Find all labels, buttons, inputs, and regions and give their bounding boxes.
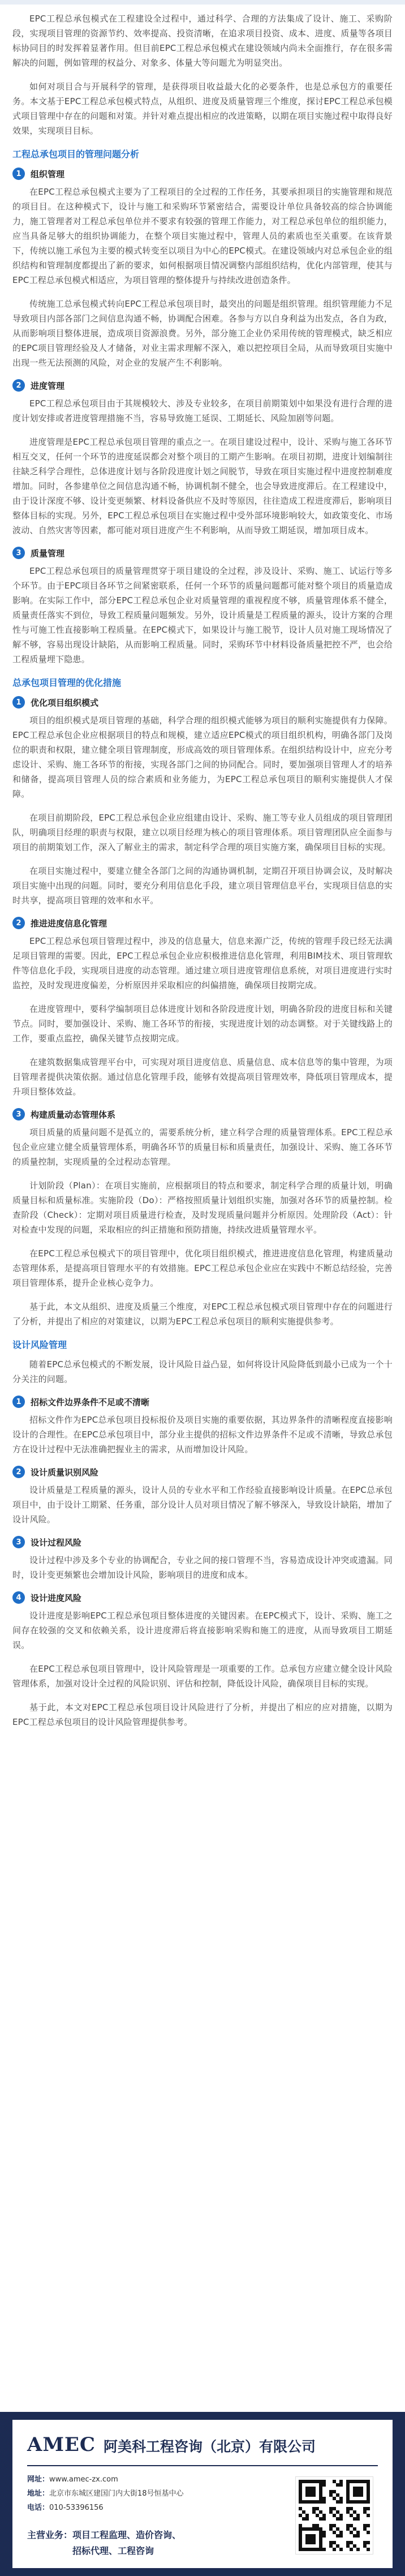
footer-divider bbox=[27, 2465, 378, 2466]
section-heading: 总承包项目管理的优化措施 bbox=[12, 677, 122, 688]
paragraph: 项目质量的质量问题不是孤立的，需要系统分析，建立科学合理的质量管理体系。EPC工程总承包企业应建立健全质量管理体系，明确各环节的质量目标和质量责任，加强设计、采购、施工各环节的质量控制，实现质量的全过程动态管理。 bbox=[12, 1127, 393, 1167]
subsection-title: 设计进度风险 bbox=[31, 1592, 82, 1603]
subsection-title: 质量管理 bbox=[31, 548, 65, 559]
subsection-heading bbox=[12, 547, 393, 559]
paragraph: 计划阶段（Plan）：在项目实施前，应根据项目的特点和要求，制定科学合理的质量计划，明确质量目标和质量标准。实施阶段（Do）：严格按照质量计划组织实施，加强对各环节的质量控制。检查阶段（Check）：定期对项目质量进行检查，及时发现质量问题并分析原因。处理阶段（Act）：针对检查中发现的问题，采取相应的纠正措施和预防措施，持续改进质量管理水平。 bbox=[12, 1180, 393, 1235]
number-badge: 3 bbox=[12, 1108, 25, 1120]
subsection-title: 优化项目组织模式 bbox=[31, 697, 99, 708]
paragraph: 在EPC工程总承包项目管理中，设计风险管理是一项重要的工作。总承包方应建立健全设计风险管理体系，加强对设计全过程的风险识别、评估和控制，降低设计风险，确保项目目标的实现。 bbox=[12, 1664, 393, 1689]
number-badge: 1 bbox=[12, 1396, 25, 1408]
article-body bbox=[12, 11, 393, 1738]
paragraph: EPC工程总承包模式在工程建设全过程中，通过科学、合理的方法集成了设计、施工、采购阶段，实现项目管理的资源节约、效率提高、投资清晰，在追求项目投资、成本、进度、质量等各项目标协同目的时发挥着显著作用。但目前EPC工程总承包模式在建设领域内尚未全面推行，存在很多需解决的问题，例如管理的权益分、对象多、体量大等问题尤为明显突出。 bbox=[12, 14, 393, 68]
paragraph: EPC工程总承包项目管理过程中，涉及的信息量大，信息来源广泛，传统的管理手段已经无法满足项目管理的需要。因此，EPC工程总承包企业应积极推进信息化管理，利用BIM技术、项目管理软件等信息化手段，实现项目进度的动态管理。通过建立项目进度管理信息系统，对项目进度进行实时监控，及时发现进度偏差，分析原因并采取相应的纠偏措施，确保项目按期完成。 bbox=[12, 936, 393, 990]
paragraph: 基于此，本文从组织、进度及质量三个维度，对EPC工程总承包模式项目管理中存在的问题进行了分析，并提出了相应的对策建议，以期为EPC工程总承包项目的顺利实施提供参考。 bbox=[12, 1302, 393, 1326]
paragraph: 基于此，本文对EPC工程总承包项目设计风险进行了分析，并提出了相应的应对措施，以期为EPC工程总承包项目的设计风险管理提供参考。 bbox=[12, 1702, 393, 1727]
contact-info bbox=[27, 2473, 276, 2515]
subsection-title: 组织管理 bbox=[31, 169, 65, 179]
paragraph: 设计质量是工程质量的源头，设计人员的专业水平和工作经验直接影响设计质量。在EPC总承包项目中，由于设计工期紧、任务重，部分设计人员对项目情况了解不够深入，导致设计缺陷，增加了设计风险。 bbox=[12, 1485, 393, 1525]
company-footer bbox=[0, 2412, 405, 2576]
subsection-heading bbox=[12, 1466, 393, 1478]
paragraph: 在项目前期阶段，EPC工程总承包企业应组建由设计、采购、施工等专业人员组成的项目管理团队，明确项目经理的职责与权限，建立以项目经理为核心的项目管理体系。项目管理团队应全面参与项目的前期策划工作，深入了解业主的需求，制定科学合理的项目实施方案，确保项目目标的实现。 bbox=[12, 813, 393, 852]
subsection-title: 构建质量动态管理体系 bbox=[31, 1109, 116, 1120]
subsection-title: 进度管理 bbox=[31, 380, 65, 391]
section-heading: 工程总承包项目的管理问题分析 bbox=[12, 149, 140, 160]
website-line[interactable]: 网址：www.amec-zx.com bbox=[27, 2475, 118, 2484]
paragraph: 在EPC工程总承包模式下的项目管理中，优化项目组织模式，推进进度信息化管理，构建质量动态管理体系，是提高项目管理水平的有效措施。EPC工程总承包企业应在实践中不断总结经验，完善项目管理体系，提升企业核心竞争力。 bbox=[12, 1248, 393, 1288]
paragraph: EPC工程总承包项目由于其规模较大、涉及专业较多，在项目前期策划中如果没有进行合理的进度计划安排或者进度管理措施不当，容易导致施工延误、工期延长、风险加剧等问题。 bbox=[12, 398, 393, 423]
number-badge: 1 bbox=[12, 168, 25, 180]
number-badge: 3 bbox=[12, 547, 25, 559]
subsection-title: 招标文件边界条件不足或不清晰 bbox=[31, 1397, 150, 1407]
address-line: 地址：北京市东城区建国门内大街18号恒基中心 bbox=[27, 2489, 184, 2498]
subsection-heading bbox=[12, 696, 393, 709]
subsection-heading bbox=[12, 1591, 393, 1604]
paragraph: 设计过程中涉及多个专业的协调配合，专业之间的接口管理不当，容易造成设计冲突或遗漏。同时，设计变更频繁也会增加设计风险，影响项目的进度和成本。 bbox=[12, 1555, 393, 1580]
paragraph: 项目的组织模式是项目管理的基础，科学合理的组织模式能够为项目的顺利实施提供有力保障。EPC工程总承包企业应根据项目的特点和规模，建立适应EPC模式的项目组织机构，明确各部门及岗位的职责和权限，建立健全项目管理制度，形成高效的项目管理体系。在组织结构设计中，应充分考虑设计、采购、施工各环节的衔接，实现各部门之间的协同配合。同时，要加强项目管理人才的培养和储备，提高项目管理人员的综合素质和业务能力，为EPC工程总承包项目的顺利实施提供人才保障。 bbox=[12, 715, 393, 799]
main-business: 主营业务：项目工程监理、造价咨询、 招标代理、工程咨询 bbox=[27, 2530, 182, 2556]
top-bar bbox=[0, 0, 405, 5]
paragraph: 在项目实施过程中，要建立健全各部门之间的沟通协调机制，定期召开项目协调会议，及时解决项目实施中出现的问题。同时，要充分利用信息化手段，建立项目管理信息平台，实现项目信息的实时共享，提高项目管理的效率和水平。 bbox=[12, 866, 393, 905]
paragraph: 传统施工总承包模式转向EPC工程总承包项目时，最突出的问题是组织管理。组织管理能力不足导致项目内部各部门之间信息沟通不畅，协调配合困难。各参与方以自身利益为出发点，各自为政，从而影响项目整体进展，造成项目资源浪费。另外，部分施工企业仍采用传统的管理模式，缺乏相应的EPC项目管理经验及人才储备，对业主需求理解不深入，难以把控项目全局，从而导致项目实施中出现一些无法预测的风险，对企业的发展产生不利影响。 bbox=[12, 299, 393, 368]
paragraph: 随着EPC总承包模式的不断发展，设计风险日益凸显，如何将设计风险降低到最小已成为一个十分关注的问题。 bbox=[12, 1359, 393, 1384]
number-badge: 2 bbox=[12, 379, 25, 392]
subsection-heading bbox=[12, 379, 393, 392]
number-badge: 4 bbox=[12, 1591, 25, 1604]
qr-code-icon bbox=[295, 2476, 373, 2554]
subsection-title: 推进进度信息化管理 bbox=[31, 918, 107, 929]
subsection-title: 设计过程风险 bbox=[31, 1537, 82, 1548]
paragraph: 进度管理是EPC工程总承包项目管理的重点之一。在项目建设过程中，设计、采购与施工各环节相互交叉，任何一个环节的进度延误都会对整个项目的工期产生影响。在项目初期，进度计划编制往往缺乏科学合理性，总体进度计划与各阶段进度计划之间脱节，导致在项目实施过程中进度控制难度增加。同时，各参建单位之间信息沟通不畅，协调机制不健全，也会导致进度滞后。在工程建设中，由于设计深度不够、设计变更频繁、材料设备供应不及时等原因，往往造成工程进度滞后，影响项目整体目标的实现。另外，EPC工程总承包项目在实施过程中受外部环境影响较大，如政策变化、市场波动、自然灾害等因素，都可能对项目进度产生不利影响，从而导致工期延误，增加项目成本。 bbox=[12, 437, 393, 535]
section-heading: 设计风险管理 bbox=[12, 1339, 67, 1350]
paragraph: EPC工程总承包项目的质量管理贯穿于项目建设的全过程，涉及设计、采购、施工、试运行等多个环节。由于EPC项目各环节之间紧密联系，任何一个环节的质量问题都可能对整个项目的质量造成影响。在实际工作中，部分EPC工程总承包企业对质量管理的重视程度不够，质量管理体系不健全，质量责任落实不到位，导致工程质量问题频发。另外，设计质量是工程质量的源头，设计方案的合理性与可施工性直接影响工程质量。在EPC模式下，如果设计与施工脱节，设计人员对施工现场情况了解不够，容易出现设计缺陷，从而影响工程质量。同时，采购环节中材料设备质量把控不严，也会给工程质量埋下隐患。 bbox=[12, 566, 393, 664]
number-badge: 2 bbox=[12, 1466, 25, 1478]
paragraph: 在进度管理中，要科学编制项目总体进度计划和各阶段进度计划，明确各阶段的进度目标和关键节点。同时，要加强设计、采购、施工各环节的衔接，实现进度计划的动态调整。对于关键线路上的工作，要重点监控，确保关键节点按期完成。 bbox=[12, 1004, 393, 1044]
subsection-heading bbox=[12, 168, 393, 180]
footer-brand bbox=[27, 2433, 316, 2456]
paragraph: 在EPC工程总承包模式主要为了工程项目的全过程的工作任务，其要承担项目的实施管理和规范的项目目。在这种模式下，设计与施工和采购环节紧密结合，需要设计单位具备较高的综合协调能力，施工管理者对工程总承包单位并不要求有较强的管理工作能力，对工程总承包单位的组织能力，应当具备足够大的组织协调能力，在整个项目实施过程中，管理人员的素质也至关重要。在该背景下，传统以施工承包为主要的模式转变至以项目为中心的EPC模式。在建设领域内对总承包企业的组织结构和管理制度都提出了新的要求，如何根据项目情况调整内部组织结构，优化内部管理，使其与EPC工程总承包模式相适应，为项目管理的整体提升与持续改进创造条件。 bbox=[12, 187, 393, 285]
paragraph: 设计进度是影响EPC工程总承包项目整体进度的关键因素。在EPC模式下，设计、采购、施工之间存在较强的交叉和依赖关系，设计进度滞后将直接影响采购和施工的进度，从而导致项目工期延误。 bbox=[12, 1611, 393, 1650]
number-badge: 3 bbox=[12, 1536, 25, 1548]
paragraph: 在建筑数据集成管理平台中，可实现对项目进度信息、质量信息、成本信息等的集中管理，为项目管理者提供决策依据。通过信息化管理手段，能够有效提高项目管理效率，降低项目管理成本，提升项目整体效益。 bbox=[12, 1057, 393, 1097]
subsection-heading bbox=[12, 1396, 393, 1408]
phone-line: 电话：010-53396156 bbox=[27, 2504, 104, 2512]
number-badge: 1 bbox=[12, 696, 25, 709]
number-badge: 2 bbox=[12, 917, 25, 929]
paragraph: 招标文件作为EPC总承包项目投标报价及项目实施的重要依据，其边界条件的清晰程度直接影响设计的合理性。在EPC总承包项目中，部分业主提供的招标文件边界条件不足或不清晰，导致总承包方在设计过程中无法准确把握业主的需求，从而增加设计风险。 bbox=[12, 1415, 393, 1454]
paragraph: 如何对项目合与开展科学的管理，是获得项目收益最大化的必要条件，也是总承包方的重要任务。本文基于EPC工程总承包模式特点，从组织、进度及质量管理三个维度，探讨EPC工程总承包模式项目管理中存在的问题和对策。并针对难点提出相应的改进策略，以期在项目实施过程中取得良好效果，实现项目目标。 bbox=[12, 81, 393, 136]
footer-card bbox=[12, 2420, 393, 2568]
company-name: 阿美科工程咨询（北京）有限公司 bbox=[104, 2438, 316, 2455]
subsection-heading bbox=[12, 1108, 393, 1120]
subsection-heading bbox=[12, 1536, 393, 1548]
subsection-title: 设计质量识别风险 bbox=[31, 1467, 99, 1478]
subsection-heading bbox=[12, 917, 393, 929]
brand-logo-text: AMEC bbox=[27, 2433, 96, 2456]
